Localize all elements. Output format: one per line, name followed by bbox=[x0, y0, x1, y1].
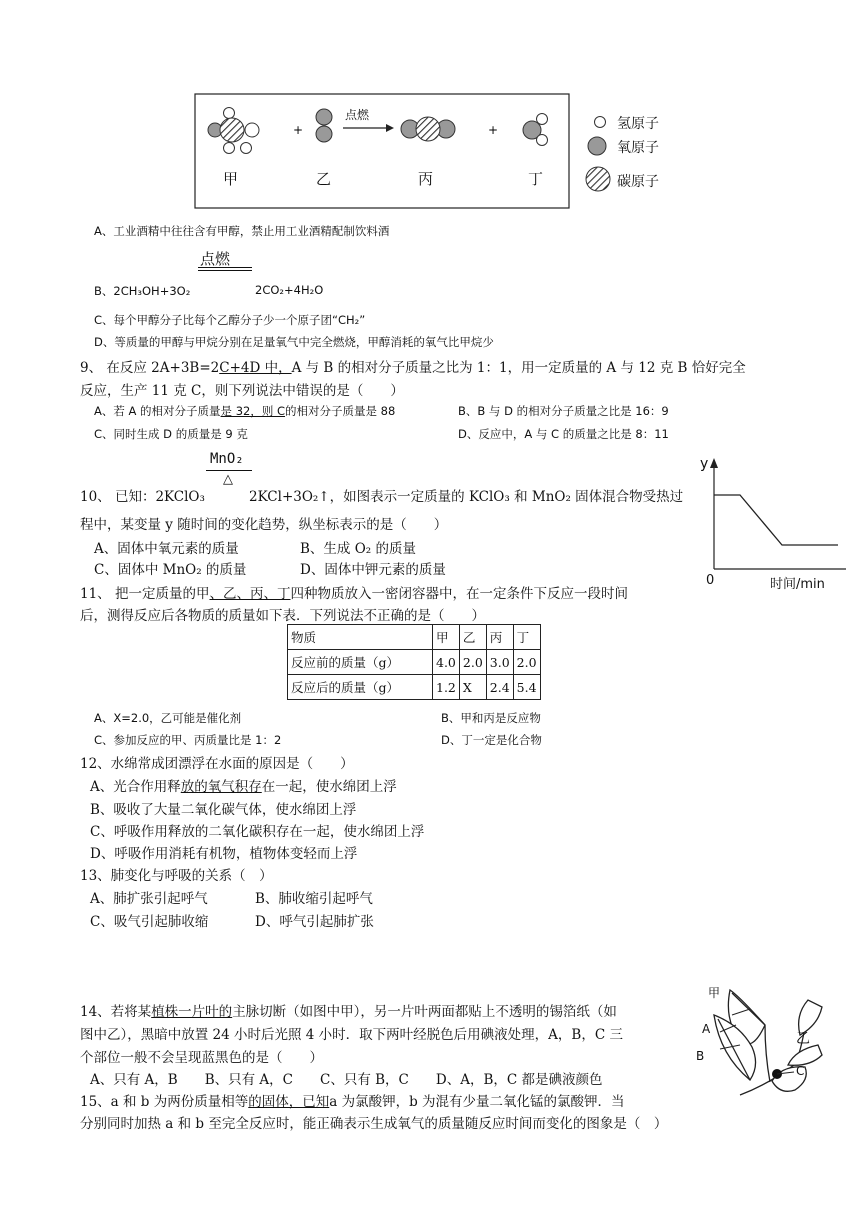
q11-data-table bbox=[287, 624, 541, 700]
q12-option-d: D、呼吸作用消耗有机物，植物体变轻而上浮 bbox=[90, 846, 358, 862]
arrow-label: 点燃 bbox=[345, 108, 370, 122]
q13-option-c: C、吸气引起肺收缩 bbox=[90, 914, 209, 930]
q14-line3: 个部位一般不会呈现蓝黑色的是（ ） bbox=[80, 1050, 323, 1066]
methanol-molecule bbox=[208, 108, 259, 154]
q12-option-c: C、呼吸作用释放的二氧化碳积存在一起，使水绵团上浮 bbox=[90, 824, 425, 840]
q10-stem-line2: 程中，某变量 y 随时间的变化趋势，纵坐标表示的是（ ） bbox=[80, 517, 448, 533]
q14-leaf-figure bbox=[710, 985, 830, 1115]
carbon-legend-icon bbox=[586, 167, 610, 191]
q14-options: A、只有 A，B B、只有 A，C C、只有 B，C D、A，B，C 都是碘液颜色 bbox=[90, 1072, 603, 1088]
legend-oxygen: 氧原子 bbox=[617, 140, 659, 156]
figure-label-jia: 甲 bbox=[708, 986, 721, 1000]
oxygen-legend-icon bbox=[588, 137, 606, 155]
q8-option-d: D、等质量的甲醇与甲烷分别在足量氧气中完全燃烧，甲醇消耗的氧气比甲烷少 bbox=[94, 335, 494, 349]
q11-option-c: C、参加反应的甲、丙质量比是 1：2 bbox=[94, 733, 282, 747]
q11-stem-line2: 后，测得反应后各物质的质量如下表．下列说法不正确的是（ ） bbox=[80, 608, 485, 624]
q8-option-a: A、工业酒精中往往含有甲醇，禁止用工业酒精配制饮料酒 bbox=[94, 224, 390, 238]
figure-label-yi: 乙 bbox=[796, 1031, 810, 1047]
q8-eq-line-2 bbox=[198, 270, 252, 271]
figure-label-c: C bbox=[796, 1064, 805, 1078]
plus-sign-2: + bbox=[488, 123, 499, 137]
table-cell: 2.4 bbox=[486, 675, 513, 700]
q10-option-c: C、固体中 MnO₂ 的质量 bbox=[94, 562, 247, 578]
label-jia: 甲 bbox=[223, 170, 239, 188]
table-cell: 1.2 bbox=[433, 675, 460, 700]
q13-option-b: B、肺收缩引起呼气 bbox=[255, 891, 373, 907]
table-cell: X bbox=[459, 675, 486, 700]
q10-option-b: B、生成 O₂ 的质量 bbox=[300, 541, 416, 557]
q10-catalyst: MnO₂ bbox=[210, 451, 244, 467]
q9-option-d: D、反应中，A 与 C 的质量之比是 8：11 bbox=[458, 427, 669, 441]
q15-line2: 分别同时加热 a 和 b 至完全反应时，能正确表示生成氧气的质量随反应时间而变化的图象是（ ） bbox=[80, 1116, 668, 1132]
table-cell: 反应后的质量（g） bbox=[288, 675, 433, 700]
table-cell: 反应前的质量（g） bbox=[288, 650, 433, 675]
label-ding: 丁 bbox=[528, 170, 544, 188]
oxygen-molecule bbox=[316, 109, 332, 142]
table-header-cell: 物质 bbox=[288, 625, 433, 650]
q11-stem: 11、 把一定质量的甲、乙、丙、丁四种物质放入一密闭容器中，在一定条件下反应一段时间 bbox=[80, 586, 628, 602]
table-cell: 3.0 bbox=[486, 650, 513, 675]
q14-line1: 14、若将某植株一片叶的主脉切断（如图中甲），另一片叶两面都贴上不透明的锡箔纸（如 bbox=[80, 1004, 617, 1020]
label-bing: 丙 bbox=[418, 170, 434, 188]
table-cell: 5.4 bbox=[513, 675, 540, 700]
q10-option-a: A、固体中氧元素的质量 bbox=[94, 541, 239, 557]
q10-graph-curve bbox=[714, 495, 838, 545]
q15-line1: 15、a 和 b 为两份质量相等的固体，已知a 为氯酸钾，b 为混有少量二氧化锰的氯酸钾．当 bbox=[80, 1094, 625, 1110]
q13-stem: 13、肺变化与呼吸的关系（ ） bbox=[80, 868, 273, 884]
q10-heat-symbol: △ bbox=[223, 472, 233, 487]
legend-hydrogen: 氢原子 bbox=[617, 116, 659, 132]
q9-option-b: B、B 与 D 的相对分子质量之比是 16：9 bbox=[458, 404, 669, 418]
q10-stem-part1: 10、 已知：2KClO₃ bbox=[80, 489, 205, 505]
q11-option-a: A、X=2.0，乙可能是催化剂 bbox=[94, 711, 242, 725]
q8-eq-line-1 bbox=[198, 267, 252, 268]
q9-stem-line2: 反应，生产 11 克 C，则下列说法中错误的是（ ） bbox=[80, 383, 404, 399]
table-cell: 4.0 bbox=[433, 650, 460, 675]
q10-graph-origin: 0 bbox=[706, 573, 715, 588]
q8-option-b-right: 2CO₂+4H₂O bbox=[255, 283, 324, 297]
q12-stem: 12、水绵常成团漂浮在水面的原因是（ ） bbox=[80, 756, 354, 772]
q11-option-d: D、丁一定是化合物 bbox=[441, 733, 542, 747]
q10-graph-y-label: y bbox=[700, 456, 709, 472]
q9-option-a: A、若 A 的相对分子质量是 32，则 C的相对分子质量是 88 bbox=[94, 404, 396, 418]
q12-option-a: A、光合作用释放的氧气积存在一起，使水绵团上浮 bbox=[90, 779, 397, 795]
table-header-cell: 甲 bbox=[433, 625, 460, 650]
q10-option-d: D、固体中钾元素的质量 bbox=[300, 562, 446, 578]
hydrogen-legend-icon bbox=[595, 117, 606, 128]
q10-graph-x-label: 时间/min bbox=[770, 577, 825, 592]
q8-option-c: C、每个甲醇分子比每个乙醇分子少一个原子团“CH₂” bbox=[94, 313, 366, 327]
q8-condition: 点燃 bbox=[200, 250, 231, 268]
q13-option-d: D、呼气引起肺扩张 bbox=[255, 914, 374, 930]
label-yi: 乙 bbox=[316, 170, 332, 188]
q12-option-b: B、吸收了大量二氧化碳气体，使水绵团上浮 bbox=[90, 802, 357, 818]
co2-molecule bbox=[401, 117, 455, 141]
table-row bbox=[288, 675, 541, 700]
table-cell: 2.0 bbox=[459, 650, 486, 675]
q9-stem: 9、 在反应 2A+3B=2C+4D 中，A 与 B 的相对分子质量之比为 1：1，用一定质量的 A 与 12 克 B 恰好完全 bbox=[80, 360, 746, 376]
q10-eq-line bbox=[206, 470, 252, 471]
q13-option-a: A、肺扩张引起呼气 bbox=[90, 891, 208, 907]
table-header-cell: 乙 bbox=[459, 625, 486, 650]
figure-label-a: A bbox=[702, 1022, 711, 1036]
legend-carbon: 碳原子 bbox=[617, 174, 659, 190]
table-header-cell: 丙 bbox=[486, 625, 513, 650]
q8-option-b-left: B、2CH₃OH+3O₂ bbox=[94, 284, 191, 298]
q10-graph bbox=[700, 452, 850, 592]
q14-line2: 图中乙），黑暗中放置 24 小时后光照 4 小时．取下两叶经脱色后用碘液处理，A，B，C 三 bbox=[80, 1027, 623, 1043]
q11-option-b: B、甲和丙是反应物 bbox=[441, 711, 541, 725]
table-row bbox=[288, 650, 541, 675]
q9-option-c: C、同时生成 D 的质量是 9 克 bbox=[94, 427, 248, 441]
table-cell: 2.0 bbox=[513, 650, 540, 675]
plus-sign-1: + bbox=[293, 123, 304, 137]
water-molecule bbox=[523, 114, 548, 146]
table-header-cell: 丁 bbox=[513, 625, 540, 650]
figure-label-b: B bbox=[696, 1049, 705, 1063]
q10-stem-part2: 2KCl+3O₂↑，如图表示一定质量的 KClO₃ 和 MnO₂ 固体混合物受热过 bbox=[249, 489, 684, 505]
table-header-row bbox=[288, 625, 541, 650]
